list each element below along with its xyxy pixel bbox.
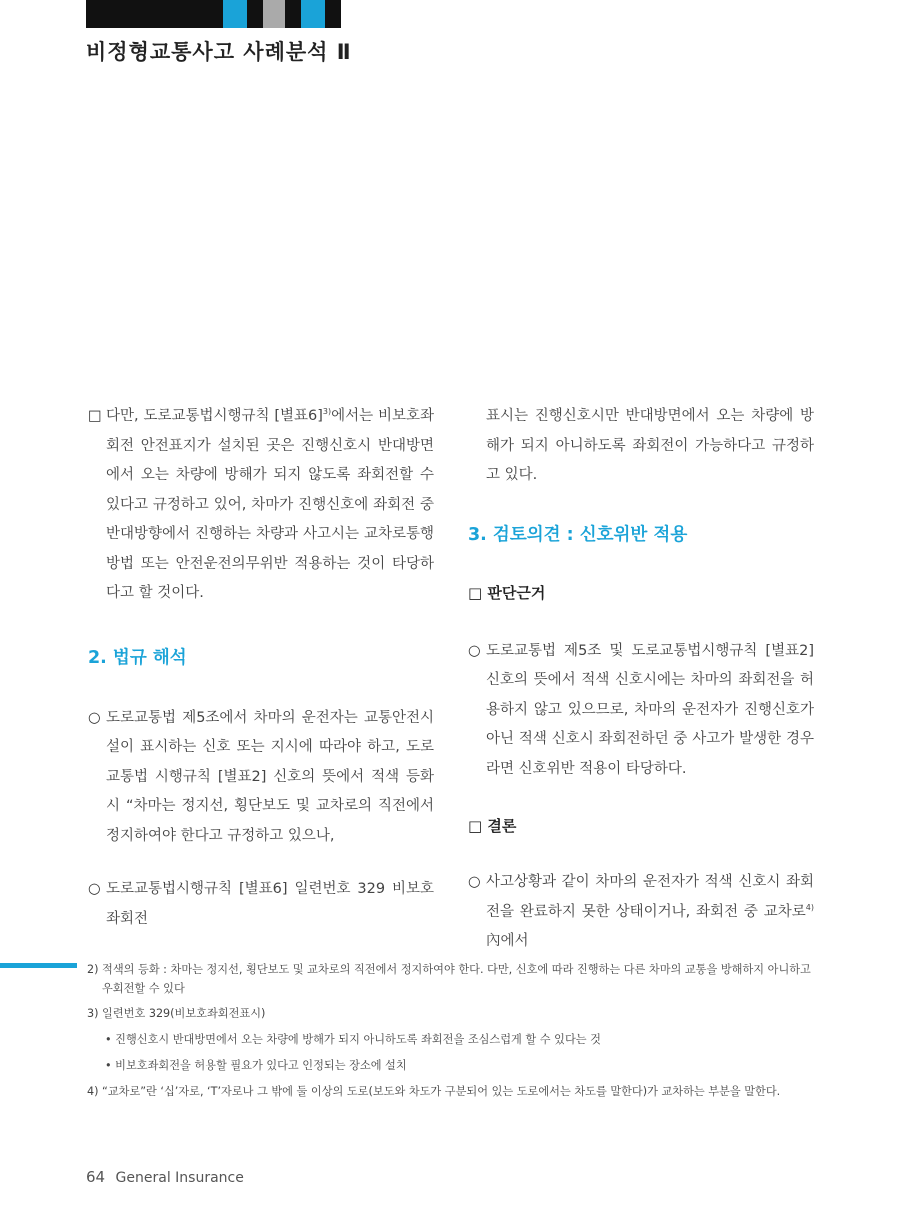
paragraph	[468, 637, 814, 785]
footnote-2: 2) 적색의 등화 : 차마는 정지선, 횡단보도 및 교차로의 직전에서 정지하여야 한다. 다만, 신호에 따라 진행하는 다른 차마의 교통을 방해하지 아니하고 우회전할 수 있다	[87, 963, 811, 995]
subheading-basis: □ 판단근거	[468, 583, 546, 602]
paragraph	[468, 868, 814, 957]
footnote-ref-3[interactable]: 3)	[322, 407, 332, 416]
running-header-title: 비정형교통사고 사례분석 Ⅱ	[86, 40, 352, 64]
color-bar-segment	[86, 0, 223, 28]
footnote-ref-4[interactable]: 4)	[805, 902, 814, 912]
paragraph-text: 에서는 비보호좌회전 안전표지가 설치된 곳은 진행신호시 반대방면에서 오는 차량에 방해가 되지 않도록 좌회전할 수 있다고 규정하고 있어, 차마가 진행신호에 좌회전 중 반대방향에서 진행하는 차량과 사고시는 교차로통행방법 또는 안전운전의무위반 적용하는 것이 타당하다고 할 것이다.	[106, 408, 434, 601]
paragraph	[88, 875, 434, 934]
color-bar-segment	[301, 0, 325, 28]
page-footer	[86, 1168, 244, 1186]
paragraph	[88, 704, 434, 852]
color-bar-segment	[247, 0, 263, 28]
circle-bullet-icon: ○	[468, 642, 481, 659]
footnote-3-bullet: • 진행신호시 반대방면에서 오는 차량에 방해가 되지 아니하도록 좌회전을 조심스럽게 할 수 있다는 것	[105, 1033, 601, 1046]
color-bar-segment	[223, 0, 247, 28]
paragraph-text: 사고상황과 같이 차마의 운전자가 적색 신호시 좌회전을 완료하지 못한 상태이거나, 좌회전 중 교차로	[486, 874, 814, 920]
paragraph-text: 표시는 진행신호시만 반대방면에서 오는 차량에 방해가 되지 아니하도록 좌회전이 가능하다고 규정하고 있다.	[486, 408, 814, 483]
square-bullet-icon: □	[468, 817, 483, 835]
paragraph	[88, 402, 434, 609]
footnote-3-bullet: • 비보호좌회전을 허용할 필요가 있다고 인정되는 장소에 설치	[105, 1059, 407, 1072]
paragraph-text: 內에서	[486, 933, 529, 949]
color-bar-segment	[325, 0, 341, 28]
section-heading-3: 3. 검토의견 : 신호위반 적용	[468, 524, 688, 545]
header-color-bar	[86, 0, 341, 28]
circle-bullet-icon: ○	[88, 709, 101, 726]
paragraph-text: 도로교통법시행규칙 [별표6] 일련번호 329 비보호좌회전	[106, 881, 434, 927]
square-bullet-icon: □	[88, 408, 102, 424]
circle-bullet-icon: ○	[468, 874, 481, 890]
section-heading-2: 2. 법규 해석	[88, 647, 187, 668]
paragraph-continued	[468, 402, 814, 491]
subheading-conclusion: □ 결론	[468, 817, 517, 835]
footnote-divider	[0, 963, 77, 968]
footnote-3: 3) 일련번호 329(비보호좌회전표시)	[87, 1007, 266, 1020]
footnote-4: 4) “교차로”란 ‘십’자로, ‘T’자로나 그 밖에 둘 이상의 도로(보도와 차도가 구분되어 있는 도로에서는 차도를 말한다)가 교차하는 부분을 말한다.	[87, 1085, 781, 1098]
paragraph-text: 다만, 도로교통법시행규칙 [별표6]	[106, 408, 323, 424]
paragraph-text: 도로교통법 제5조에서 차마의 운전자는 교통안전시설이 표시하는 신호 또는 지시에 따라야 하고, 도로교통법 시행규칙 [별표2] 신호의 뜻에서 적색 등화시 “차마는 정지선, 횡단보도 및 교차로의 직전에서 정지하여야 한다고 규정하고 있으나,	[106, 709, 434, 844]
page-number: 64	[86, 1168, 106, 1186]
paragraph-text: 도로교통법 제5조 및 도로교통법시행규칙 [별표2] 신호의 뜻에서 적색 신호시에는 차마의 좌회전을 허용하지 않고 있으므로, 차마의 운전자가 진행신호가 아닌 적색 신호시 좌회전하던 중 사고가 발생한 경우라면 신호위반 적용이 타당하다.	[486, 642, 814, 777]
color-bar-segment	[285, 0, 301, 28]
right-column	[468, 402, 814, 957]
left-column	[88, 402, 434, 934]
color-bar-segment	[263, 0, 285, 28]
publication-name: General Insurance	[115, 1170, 244, 1186]
square-bullet-icon: □	[468, 583, 483, 602]
circle-bullet-icon: ○	[88, 881, 101, 897]
